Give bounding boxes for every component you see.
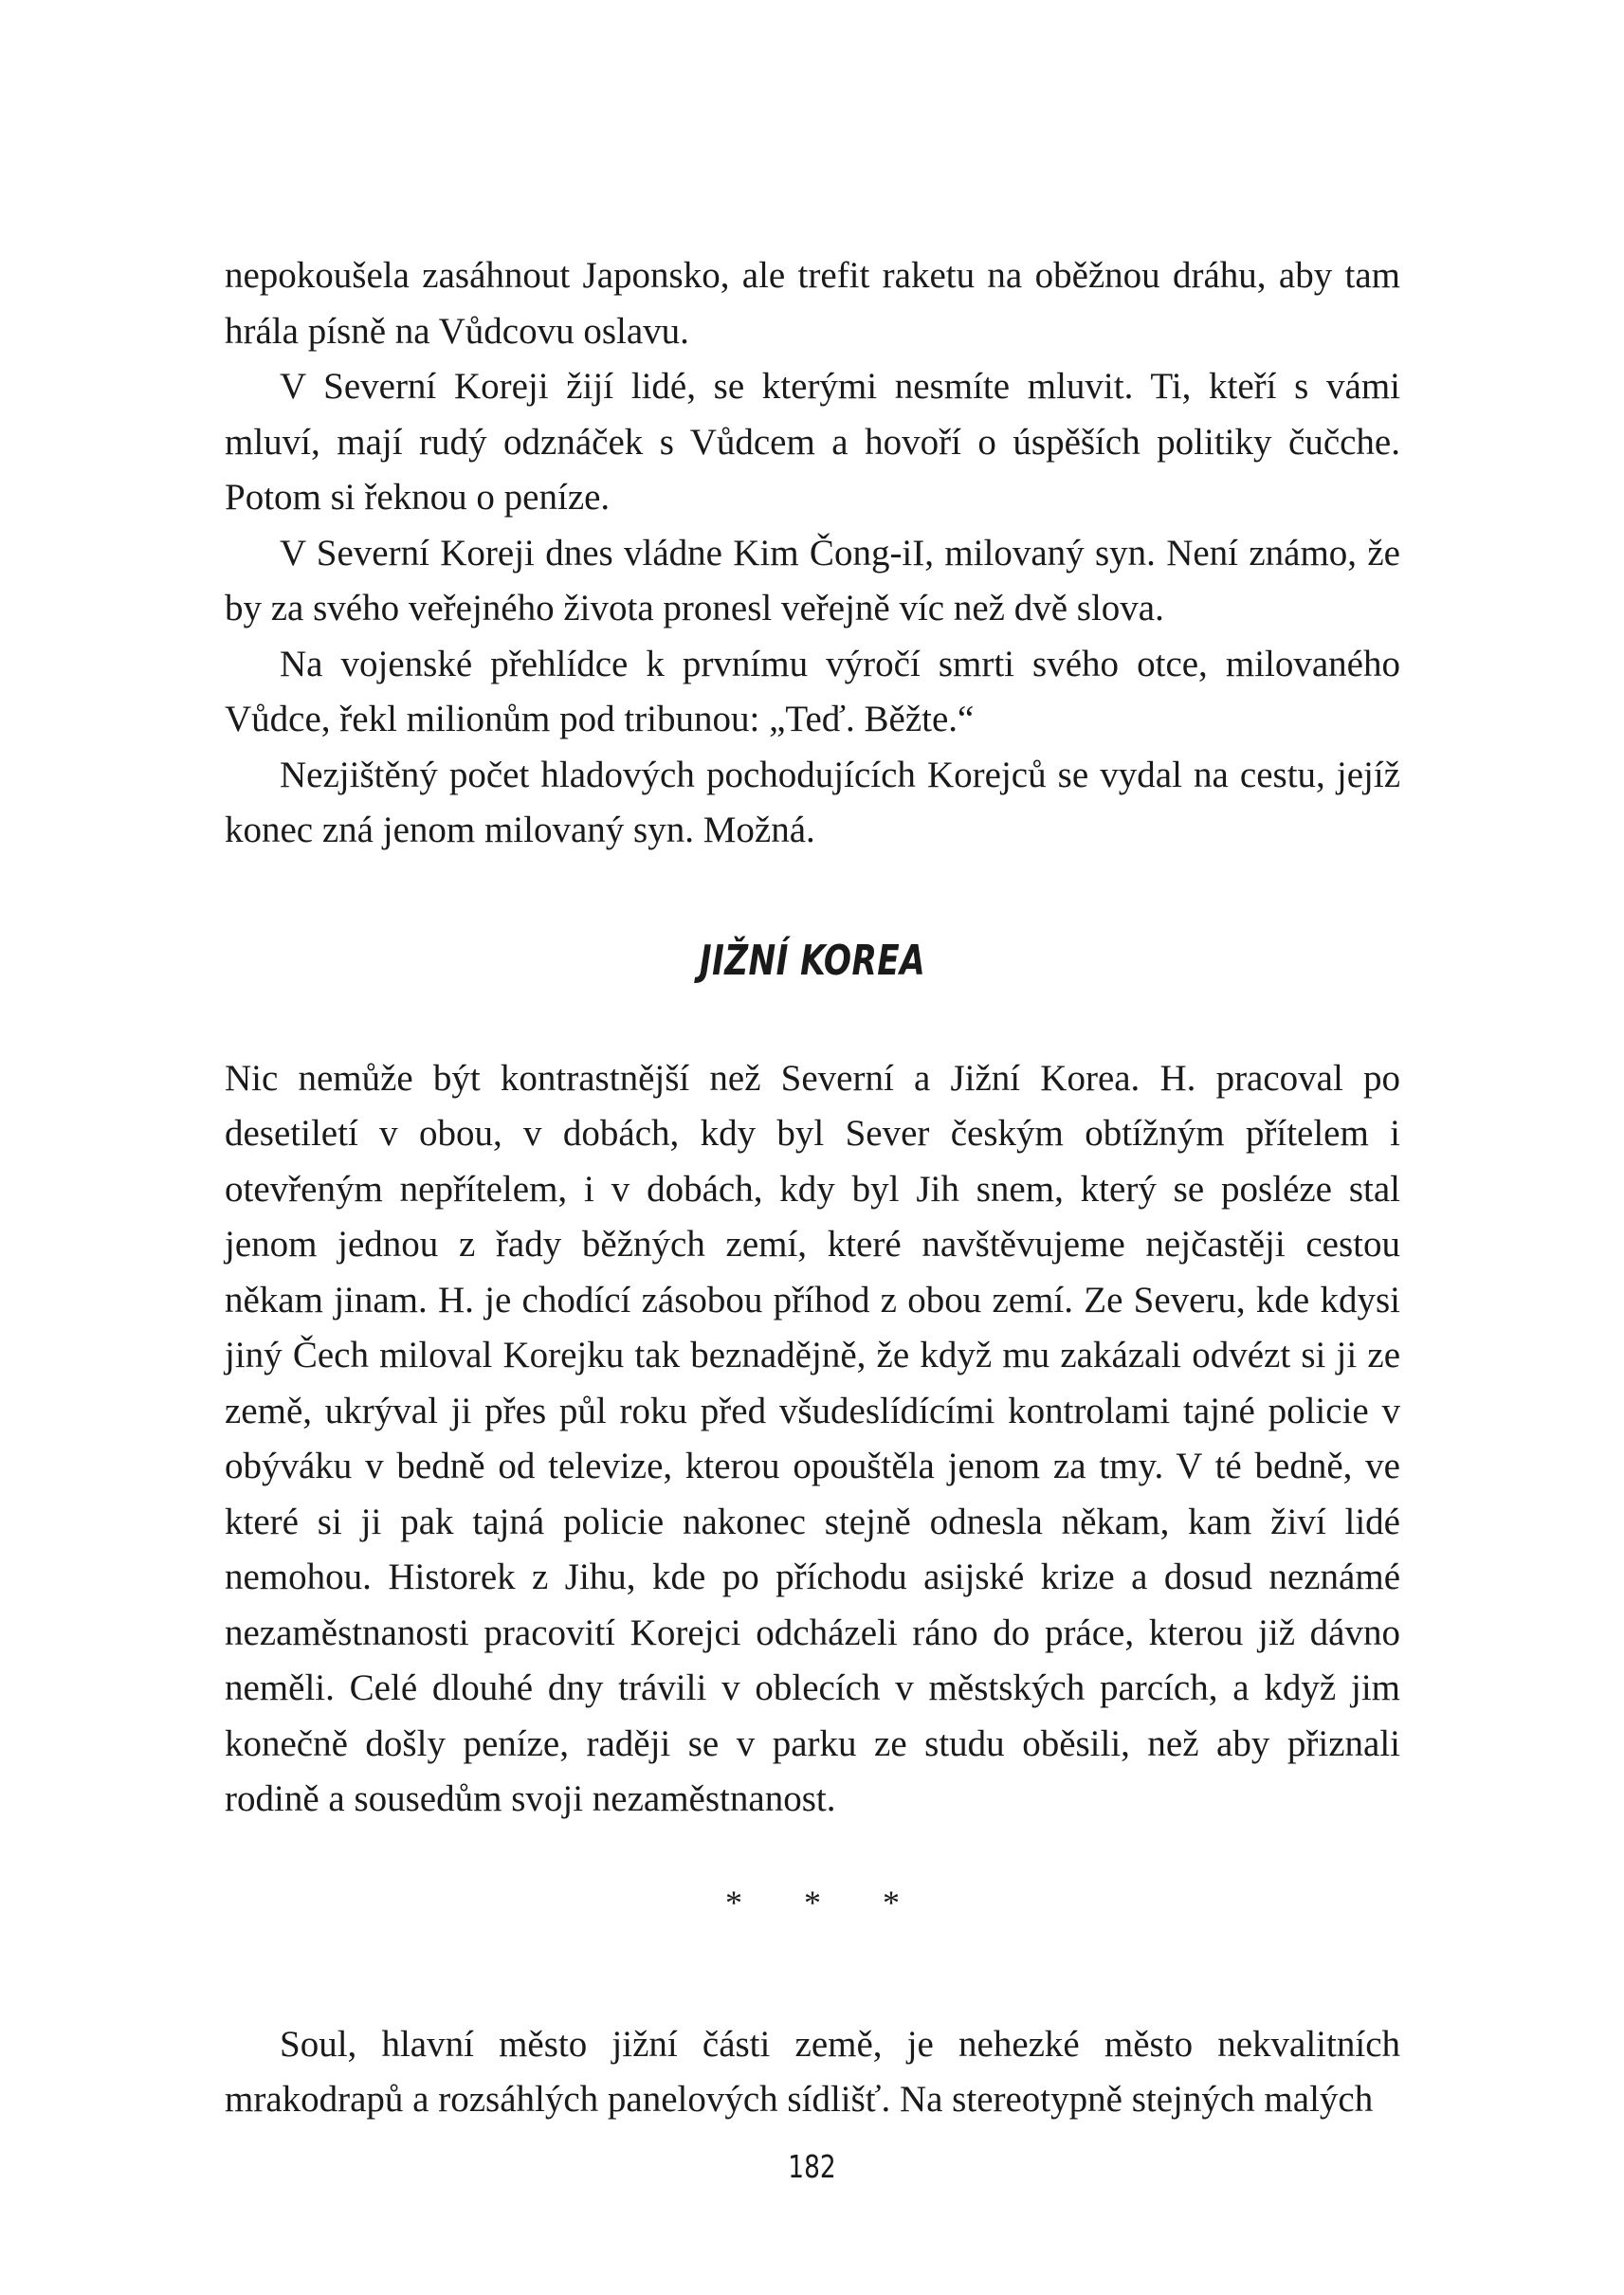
section-heading: JIŽNÍ KOREA bbox=[699, 936, 926, 985]
section-break: * * * bbox=[725, 1883, 926, 1922]
paragraph-2: V Severní Koreji žijí lidé, se kterými nesmíte mluvit. Ti, kteří s vámi mluví, mají rudý odznáček s Vůdcem a hovoří o úspěších politiky čučche. Potom si řeknou o peníze. bbox=[225, 366, 1400, 518]
paragraph-5: Nezjištěný počet hladových pochodujících Korejců se vydal na cestu, jejíž konec zná jenom milovaný syn. Možná. bbox=[225, 754, 1400, 850]
closing-paragraph: Soul, hlavní město jižní části země, je nehezké město nekvalitních mrakodrapů a rozsáhlých panelových sídlišť. Na stereotypně stejných malých bbox=[225, 2023, 1400, 2120]
paragraph-4: Na vojenské přehlídce k prvnímu výročí smrti svého otce, milovaného Vůdce, řekl milionům pod tribunou: „Teď. Běžte.“ bbox=[225, 643, 1400, 739]
book-page bbox=[225, 248, 1400, 2128]
section-paragraph: Nic nemůže být kontrastnější než Severní a Jižní Korea. H. pracoval po desetiletí v obou, v dobách, kdy byl Sever českým obtížným přítelem i otevřeným nepřítelem, i v dobách, kdy byl Jih snem, který se posléze stal jenom jednou z řady běžných zemí, které navštěvujeme nejčastěji cestou někam jinam. H. je chodící zásobou příhod z obou zemí. Ze Severu, kde kdysi jiný Čech miloval Korejku tak beznadějně, že když mu zakázali odvézt si ji ze země, ukrýval ji přes půl roku před všudeslídícími kontrolami tajné policie v obýváku v bedně od televize, kterou opouštěla jenom za tmy. V té bedně, ve které si ji pak tajná policie nakonec stejně odnesla někam, kam živí lidé nemohou. Historek z Jihu, kde po příchodu asijské krize a dosud neznámé nezaměstnanosti pracovití Korejci odcházeli ráno do práce, kterou již dávno neměli. Celé dlouhé dny trávili v oblecích v městských parcích, a když jim konečně došly peníze, raději se v parku ze studu oběsili, než aby přiznali rodině a sousedům svoji nezaměstnanost. bbox=[225, 1057, 1400, 1819]
paragraph-1: nepokoušela zasáhnout Japonsko, ale trefit raketu na oběžnou dráhu, aby tam hrála písně na Vůdcovu oslavu. bbox=[225, 255, 1400, 352]
page-number: 182 bbox=[788, 2148, 836, 2185]
paragraph-3: V Severní Koreji dnes vládne Kim Čong-iI, milovaný syn. Není známo, že by za svého veřejného života pronesl veřejně víc než dvě slova. bbox=[225, 532, 1400, 628]
